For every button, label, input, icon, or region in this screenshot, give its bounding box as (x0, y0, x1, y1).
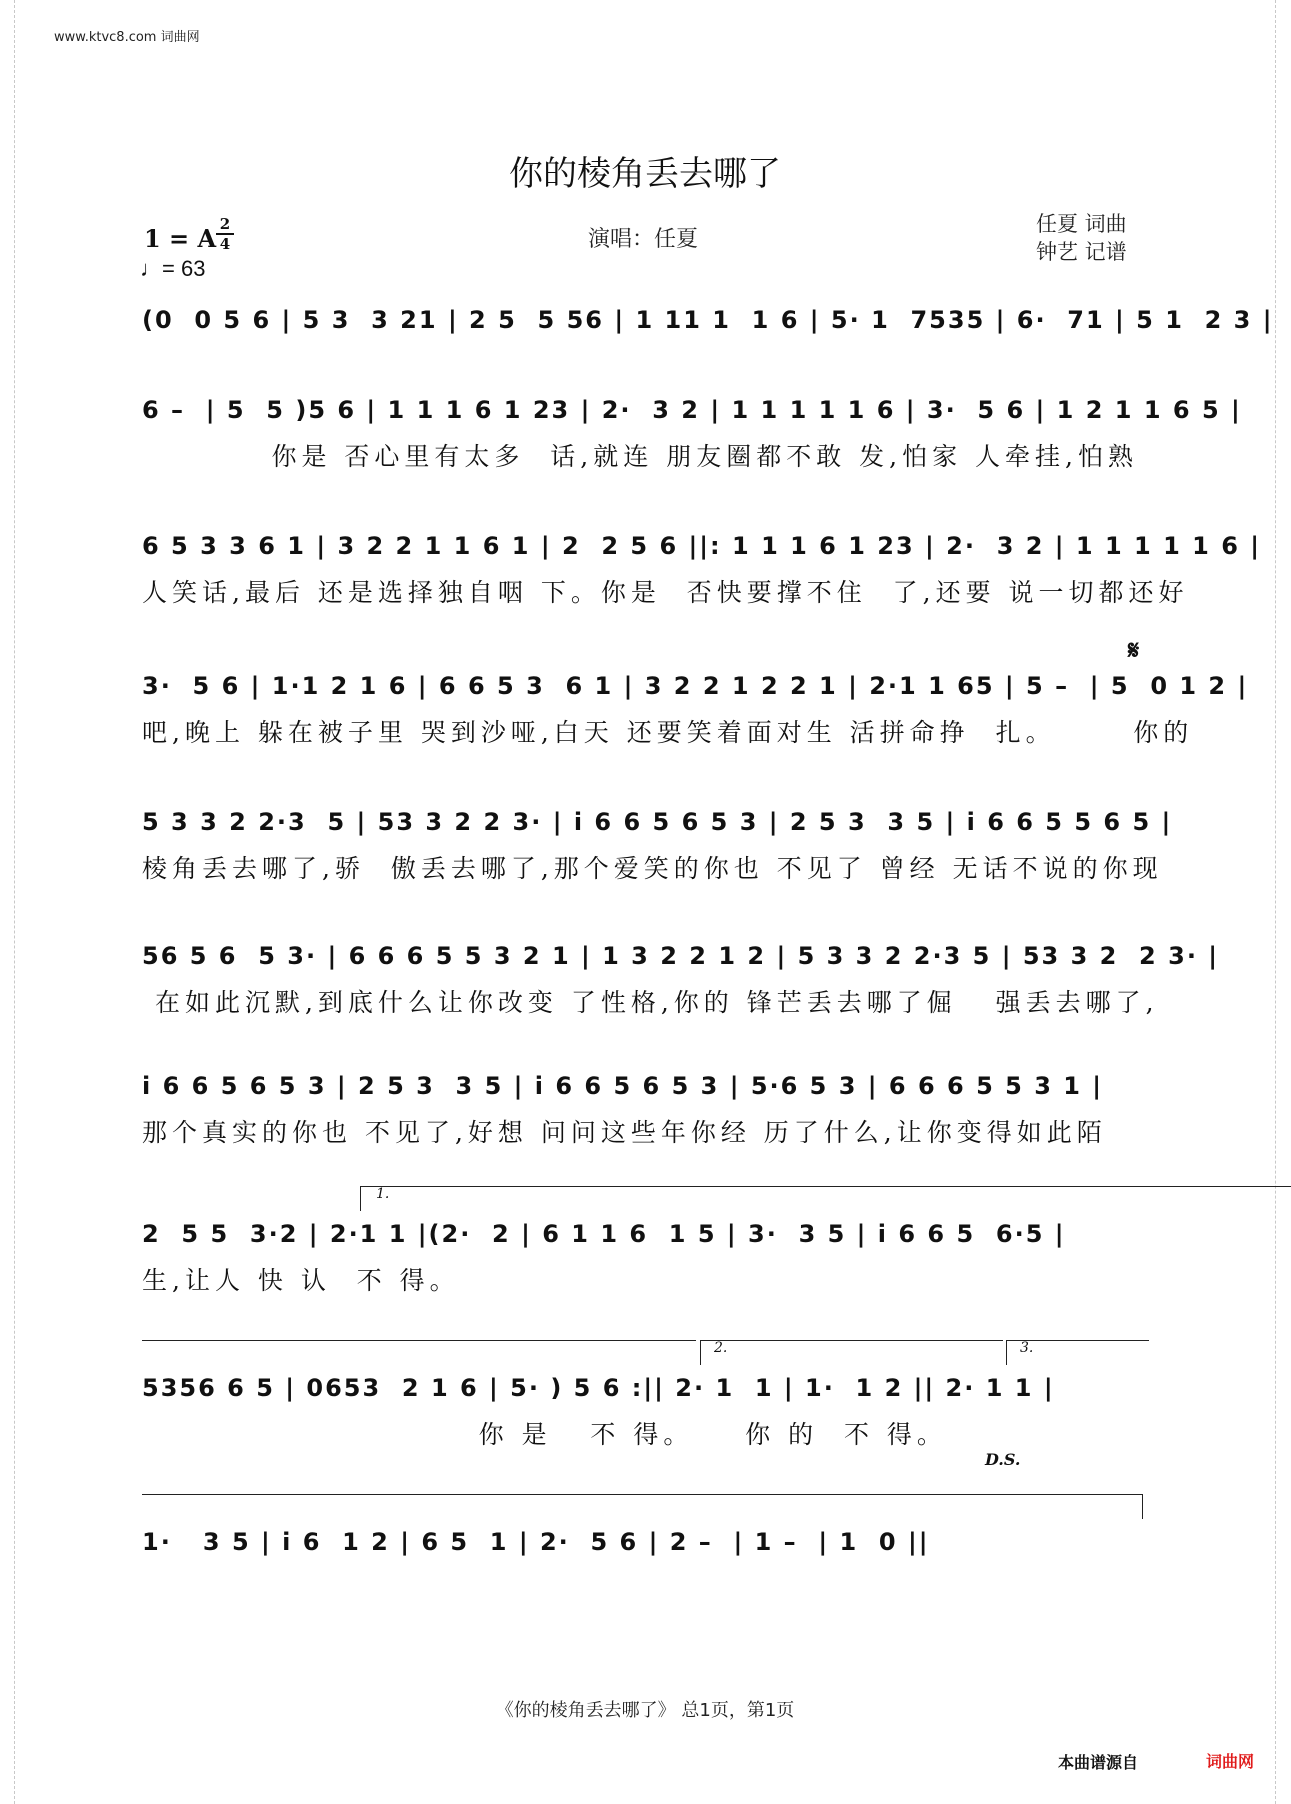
notation-line: 5 3 3 2 2·3 5 | 53 3 2 2 3· | i 6 6 5 6 5 3 | 2 5 3 3 5 | i 6 6 5 5 6 5 | (142, 808, 1173, 836)
credits (1036, 210, 1127, 266)
notation-line: (0 0 5 6 | 5 3 3 21 | 2 5 5 56 | 1 11 1 1 6 | 5· 1 7535 | 6· 71 | 5 1 2 3 | (142, 306, 1274, 334)
source-site-link[interactable]: 词曲网 (1206, 1752, 1255, 1771)
volta-bracket-1 (360, 1186, 1291, 1211)
lyrics-line: 人笑话,最后 还是选择独自咽 下。你是 否快要撑不住 了,还要 说一切都还好 (142, 578, 1189, 607)
lyrics-line: 你 是 不 得。 你 的 不 得。 (142, 1420, 947, 1449)
page-footer: 《你的棱角丢去哪了》 总1页，第1页 (495, 1700, 795, 1721)
volta-number-3: 3. (1020, 1340, 1034, 1356)
volta-bracket-2 (700, 1340, 1003, 1365)
notation-line: 5356 6 5 | 0653 2 1 6 | 5· ) 5 6 :|| 2· 1 1 | 1· 1 2 || 2· 1 1 | (142, 1374, 1055, 1402)
notation-line: 1· 3 5 | i 6 1 2 | 6 5 1 | 2· 5 6 | 2 – | 1 – | 1 0 || (142, 1528, 930, 1556)
lyricist-composer: 任夏 词曲 (1036, 212, 1127, 236)
site-watermark[interactable]: www.ktvc8.com 词曲网 (54, 30, 200, 45)
lyrics-line (142, 350, 1148, 384)
notation-line: 6 – | 5 5 )5 6 | 1 1 1 6 1 23 | 2· 3 2 | 1 1 1 1 1 6 | 3· 5 6 | 1 2 1 1 6 5 | (142, 396, 1242, 424)
lyrics-line: 生,让人 快 认 不 得。 (142, 1266, 460, 1295)
lyrics-line: 棱角丢去哪了,骄 傲丢去哪了,那个爱笑的你也 不见了 曾经 无话不说的你现 (142, 854, 1163, 883)
volta-number-1: 1. (376, 1186, 390, 1202)
notation-line: i 6 6 5 6 5 3 | 2 5 3 3 5 | i 6 6 5 6 5 3 | 5·6 5 3 | 6 6 6 5 5 3 1 | (142, 1072, 1104, 1100)
lyrics-line (142, 1572, 1148, 1606)
source-label: 本曲谱源自 (1058, 1753, 1139, 1772)
notation-line: 3· 5 6 | 1·1 2 1 6 | 6 6 5 3 6 1 | 3 2 2 1 2 2 1 | 2·1 1 65 | 5 – | 5 0 1 2 | (142, 672, 1249, 700)
song-title: 你的棱角丢去哪了 (509, 154, 781, 194)
singer-credit: 演唱：任夏 (588, 227, 699, 252)
lyrics-line: 在如此沉默,到底什么让你改变 了性格,你的 锋芒丢去哪了倔 强丢去哪了, (142, 988, 1159, 1017)
time-signature (214, 216, 236, 252)
time-signature-bottom: 4 (219, 235, 231, 253)
tempo-marking: ♩= 63 (140, 256, 206, 281)
volta-continuation (142, 1494, 1143, 1519)
dal-segno-marking: D.S. (985, 1450, 1021, 1469)
segno-sign: 𝄋 (1128, 636, 1140, 666)
lyrics-line: 那个真实的你也 不见了,好想 问问这些年你经 历了什么,让你变得如此陌 (142, 1118, 1107, 1147)
volta-continuation (142, 1340, 696, 1365)
notation-line: 2 5 5 3·2 | 2·1 1 |(2· 2 | 6 1 1 6 1 5 | 3· 3 5 | i 6 6 5 6·5 | (142, 1220, 1066, 1248)
left-perforation-strip (0, 0, 15, 1804)
notation-line: 56 5 6 5 3· | 6 6 6 5 5 3 2 1 | 1 3 2 2 1 2 | 5 3 3 2 2·3 5 | 53 3 2 2 3· | (142, 942, 1220, 970)
notation-line: 6 5 3 3 6 1 | 3 2 2 1 1 6 1 | 2 2 5 6 ||: 1 1 1 6 1 23 | 2· 3 2 | 1 1 1 1 1 6 | (142, 532, 1262, 560)
lyrics-line: 吧,晚上 躲在被子里 哭到沙哑,白天 还要笑着面对生 活拼命挣 扎。 你的 (142, 718, 1194, 747)
time-signature-top: 2 (219, 215, 231, 233)
lyrics-line: 你是 否心里有太多 话,就连 朋友圈都不敢 发,怕家 人牵挂,怕熟 (142, 442, 1138, 471)
key-signature: 1 = A (144, 224, 217, 253)
right-perforation-strip (1275, 0, 1290, 1804)
transcriber: 钟艺 记谱 (1036, 240, 1127, 264)
volta-number-2: 2. (714, 1340, 728, 1356)
